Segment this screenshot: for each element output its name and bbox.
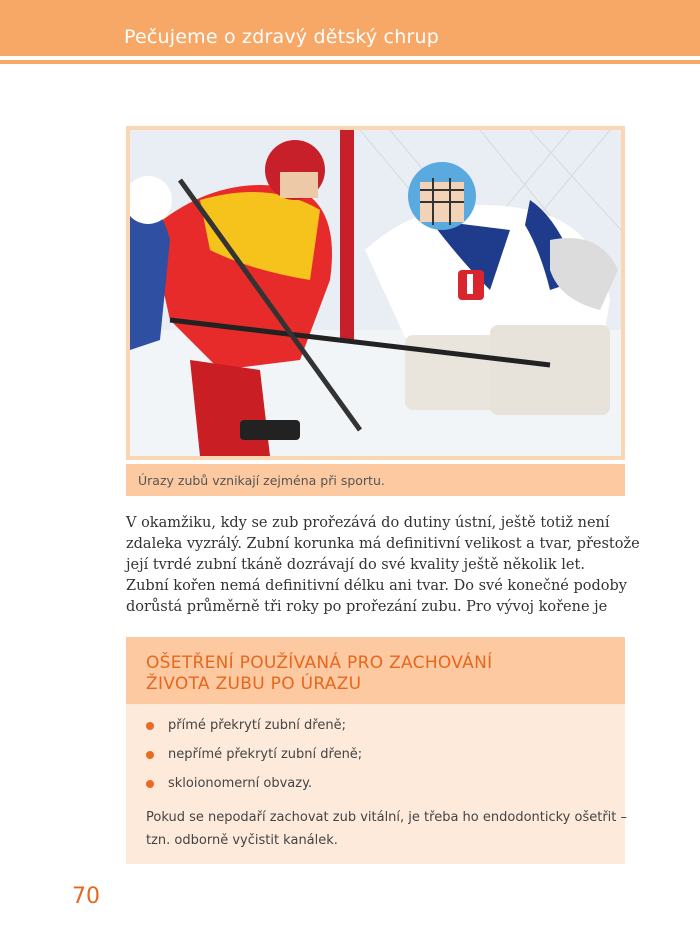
hockey-photo — [126, 126, 625, 460]
treatment-list — [146, 718, 362, 805]
body-paragraph — [126, 513, 640, 618]
body-line: V okamžiku, kdy se zub prořezává do dutiny ústní, ještě totiž není — [126, 515, 610, 531]
page-header — [0, 0, 700, 56]
page-number: 70 — [72, 884, 100, 909]
box-title-line: ŽIVOTA ZUBU PO ÚRAZU — [146, 674, 362, 694]
list-item-text: přímé překrytí zubní dřeně; — [168, 718, 346, 733]
body-line: zdaleka vyzrálý. Zubní korunka má definitivní velikost a tvar, přestože — [126, 536, 640, 552]
treatment-note — [146, 806, 628, 852]
list-item — [146, 747, 362, 776]
note-line: Pokud se nepodaří zachovat zub vitální, je třeba ho endodonticky ošetřit – — [146, 810, 628, 825]
body-line: Zubní kořen nemá definitivní délku ani tvar. Do své konečné podoby — [126, 578, 627, 594]
bullet-dot-icon — [146, 751, 154, 759]
bullet-dot-icon — [146, 780, 154, 788]
list-item-text: nepřímé překrytí zubní dřeně; — [168, 747, 363, 762]
list-item — [146, 718, 362, 747]
treatment-box-title — [146, 653, 492, 695]
treatment-box-header — [126, 637, 625, 704]
figure-caption-bar — [126, 464, 625, 496]
list-item-text: skloionomerní obvazy. — [168, 776, 313, 791]
header-title: Pečujeme o zdravý dětský chrup — [124, 26, 439, 48]
list-item — [146, 776, 362, 805]
hockey-scene-image — [130, 130, 621, 456]
bullet-dot-icon — [146, 722, 154, 730]
box-title-line: OŠETŘENÍ POUŽÍVANÁ PRO ZACHOVÁNÍ — [146, 653, 493, 673]
figure-caption: Úrazy zubů vznikají zejména při sportu. — [138, 473, 385, 488]
body-line: dorůstá průměrně tři roky po prořezání zubu. Pro vývoj kořene je — [126, 599, 608, 615]
header-rule — [0, 60, 700, 64]
treatment-box-body — [126, 704, 628, 864]
note-line: tzn. odborně vyčistit kanálek. — [146, 833, 338, 848]
body-line: její tvrdé zubní tkáně dozrávají do své kvality ještě několik let. — [126, 557, 585, 573]
